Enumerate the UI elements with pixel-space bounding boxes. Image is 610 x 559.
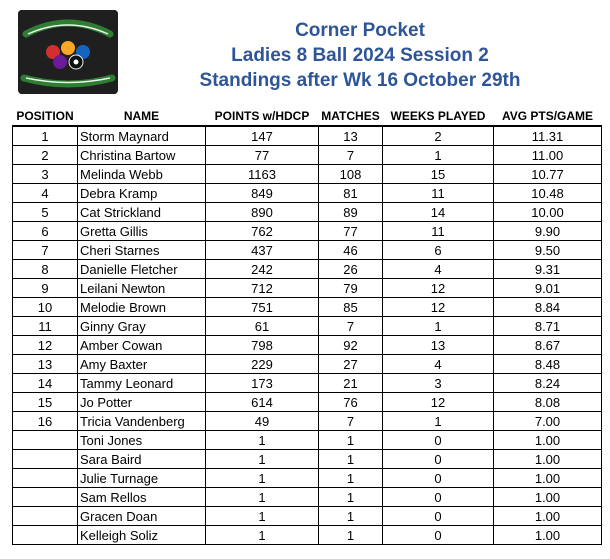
table-row <box>13 374 602 393</box>
cell-matches: 89 <box>319 203 383 222</box>
cell-matches: 7 <box>319 412 383 431</box>
cell-position: 12 <box>13 336 78 355</box>
cell-avg: 1.00 <box>494 507 602 526</box>
cell-points: 77 <box>206 146 319 165</box>
cell-points: 1 <box>206 507 319 526</box>
cell-matches: 92 <box>319 336 383 355</box>
cell-position: 3 <box>13 165 78 184</box>
cell-avg: 10.48 <box>494 184 602 203</box>
cell-name: Debra Kramp <box>78 184 206 203</box>
cell-name: Tammy Leonard <box>78 374 206 393</box>
cell-weeks-played: 1 <box>383 412 494 431</box>
cell-position: 8 <box>13 260 78 279</box>
cell-name: Leilani Newton <box>78 279 206 298</box>
cell-avg: 1.00 <box>494 469 602 488</box>
cell-name: Melinda Webb <box>78 165 206 184</box>
cell-position: 16 <box>13 412 78 431</box>
cell-position: 5 <box>13 203 78 222</box>
cell-position: 10 <box>13 298 78 317</box>
cell-points: 173 <box>206 374 319 393</box>
cell-position <box>13 450 78 469</box>
cell-points: 762 <box>206 222 319 241</box>
cell-name: Amber Cowan <box>78 336 206 355</box>
cell-weeks-played: 12 <box>383 393 494 412</box>
cell-position: 6 <box>13 222 78 241</box>
standings-table <box>12 107 602 545</box>
table-row <box>13 469 602 488</box>
cell-matches: 21 <box>319 374 383 393</box>
cell-weeks-played: 0 <box>383 488 494 507</box>
standings-header <box>140 18 580 93</box>
cell-points: 147 <box>206 126 319 146</box>
cell-name: Cheri Starnes <box>78 241 206 260</box>
cell-matches: 27 <box>319 355 383 374</box>
cell-matches: 85 <box>319 298 383 317</box>
cell-weeks-played: 11 <box>383 184 494 203</box>
cell-avg: 9.50 <box>494 241 602 260</box>
cell-weeks-played: 6 <box>383 241 494 260</box>
cell-matches: 76 <box>319 393 383 412</box>
cell-weeks-played: 2 <box>383 126 494 146</box>
cell-matches: 1 <box>319 507 383 526</box>
cell-avg: 9.31 <box>494 260 602 279</box>
cell-avg: 9.90 <box>494 222 602 241</box>
table-row <box>13 526 602 545</box>
cell-position: 4 <box>13 184 78 203</box>
cell-name: Melodie Brown <box>78 298 206 317</box>
cell-points: 712 <box>206 279 319 298</box>
cell-avg: 1.00 <box>494 431 602 450</box>
cell-points: 61 <box>206 317 319 336</box>
cell-name: Sam Rellos <box>78 488 206 507</box>
cell-name: Jo Potter <box>78 393 206 412</box>
cell-avg: 8.08 <box>494 393 602 412</box>
cell-avg: 1.00 <box>494 488 602 507</box>
cell-weeks-played: 12 <box>383 279 494 298</box>
cell-avg: 10.77 <box>494 165 602 184</box>
cell-weeks-played: 13 <box>383 336 494 355</box>
cell-points: 242 <box>206 260 319 279</box>
table-row <box>13 203 602 222</box>
cell-points: 890 <box>206 203 319 222</box>
corner-pocket-logo <box>18 10 118 94</box>
cell-name: Julie Turnage <box>78 469 206 488</box>
cell-position: 15 <box>13 393 78 412</box>
cell-matches: 13 <box>319 126 383 146</box>
cell-matches: 1 <box>319 469 383 488</box>
cell-position <box>13 488 78 507</box>
cell-position: 7 <box>13 241 78 260</box>
table-row <box>13 450 602 469</box>
cell-points: 49 <box>206 412 319 431</box>
cell-points: 1 <box>206 450 319 469</box>
column-header-avg: AVG PTS/GAME <box>501 109 594 123</box>
cell-name: Storm Maynard <box>78 126 206 146</box>
cell-matches: 1 <box>319 431 383 450</box>
table-row <box>13 165 602 184</box>
cell-weeks-played: 4 <box>383 260 494 279</box>
cell-position: 13 <box>13 355 78 374</box>
cell-position: 11 <box>13 317 78 336</box>
cell-points: 798 <box>206 336 319 355</box>
cell-points: 1 <box>206 488 319 507</box>
cell-avg: 1.00 <box>494 526 602 545</box>
cell-points: 1 <box>206 431 319 450</box>
cell-avg: 8.71 <box>494 317 602 336</box>
cell-avg: 8.67 <box>494 336 602 355</box>
cell-weeks-played: 4 <box>383 355 494 374</box>
table-row <box>13 298 602 317</box>
cell-position: 2 <box>13 146 78 165</box>
logo-graphic <box>18 10 118 94</box>
cell-position <box>13 431 78 450</box>
standings-table-header <box>13 107 602 126</box>
cell-matches: 81 <box>319 184 383 203</box>
cell-matches: 77 <box>319 222 383 241</box>
cell-position <box>13 507 78 526</box>
cell-position <box>13 526 78 545</box>
cell-avg: 7.00 <box>494 412 602 431</box>
cell-matches: 26 <box>319 260 383 279</box>
column-header-name: NAME <box>123 109 160 123</box>
cell-weeks-played: 0 <box>383 450 494 469</box>
cell-matches: 1 <box>319 526 383 545</box>
cell-name: Cat Strickland <box>78 203 206 222</box>
cell-avg: 1.00 <box>494 450 602 469</box>
cell-points: 751 <box>206 298 319 317</box>
column-header-points: POINTS w/HDCP <box>214 109 310 123</box>
cell-points: 437 <box>206 241 319 260</box>
cell-points: 1163 <box>206 165 319 184</box>
table-row <box>13 241 602 260</box>
cell-matches: 79 <box>319 279 383 298</box>
table-row <box>13 279 602 298</box>
table-row <box>13 317 602 336</box>
cell-name: Kelleigh Soliz <box>78 526 206 545</box>
cell-avg: 8.84 <box>494 298 602 317</box>
table-row <box>13 412 602 431</box>
cell-avg: 8.24 <box>494 374 602 393</box>
cell-weeks-played: 15 <box>383 165 494 184</box>
cell-name: Amy Baxter <box>78 355 206 374</box>
cell-matches: 7 <box>319 317 383 336</box>
table-row <box>13 507 602 526</box>
cell-name: Sara Baird <box>78 450 206 469</box>
cell-weeks-played: 0 <box>383 469 494 488</box>
cell-weeks-played: 14 <box>383 203 494 222</box>
cell-name: Gretta Gillis <box>78 222 206 241</box>
cell-position: 9 <box>13 279 78 298</box>
cell-points: 1 <box>206 469 319 488</box>
table-row <box>13 260 602 279</box>
standings-subtitle: Standings after Wk 16 October 29th <box>199 70 521 91</box>
cell-avg: 10.00 <box>494 203 602 222</box>
cell-weeks-played: 0 <box>383 526 494 545</box>
standings-table-body <box>13 126 602 545</box>
cell-weeks-played: 3 <box>383 374 494 393</box>
cell-position <box>13 469 78 488</box>
cell-matches: 108 <box>319 165 383 184</box>
cell-avg: 9.01 <box>494 279 602 298</box>
cell-points: 229 <box>206 355 319 374</box>
table-row <box>13 488 602 507</box>
header-row <box>13 107 602 126</box>
cell-matches: 7 <box>319 146 383 165</box>
table-row <box>13 431 602 450</box>
cell-matches: 1 <box>319 450 383 469</box>
cell-points: 849 <box>206 184 319 203</box>
cell-points: 614 <box>206 393 319 412</box>
cell-name: Ginny Gray <box>78 317 206 336</box>
cell-weeks-played: 11 <box>383 222 494 241</box>
table-row <box>13 355 602 374</box>
cell-weeks-played: 12 <box>383 298 494 317</box>
cell-weeks-played: 1 <box>383 317 494 336</box>
table-row <box>13 336 602 355</box>
column-header-matches: MATCHES <box>321 109 380 123</box>
cell-name: Christina Bartow <box>78 146 206 165</box>
cell-avg: 11.31 <box>494 126 602 146</box>
cell-points: 1 <box>206 526 319 545</box>
cell-position: 1 <box>13 126 78 146</box>
table-row <box>13 393 602 412</box>
cell-avg: 8.48 <box>494 355 602 374</box>
venue-title: Corner Pocket <box>295 20 425 41</box>
league-title: Ladies 8 Ball 2024 Session 2 <box>231 45 489 66</box>
cell-name: Gracen Doan <box>78 507 206 526</box>
cell-matches: 46 <box>319 241 383 260</box>
cell-weeks-played: 0 <box>383 431 494 450</box>
cell-weeks-played: 1 <box>383 146 494 165</box>
table-row <box>13 146 602 165</box>
cell-position: 14 <box>13 374 78 393</box>
table-row <box>13 184 602 203</box>
cell-name: Danielle Fletcher <box>78 260 206 279</box>
cell-weeks-played: 0 <box>383 507 494 526</box>
cell-name: Tricia Vandenberg <box>78 412 206 431</box>
column-header-position: POSITION <box>16 109 74 123</box>
cell-matches: 1 <box>319 488 383 507</box>
cell-name: Toni Jones <box>78 431 206 450</box>
table-row <box>13 126 602 146</box>
cell-avg: 11.00 <box>494 146 602 165</box>
column-header-weeks-played: WEEKS PLAYED <box>390 109 486 123</box>
table-row <box>13 222 602 241</box>
